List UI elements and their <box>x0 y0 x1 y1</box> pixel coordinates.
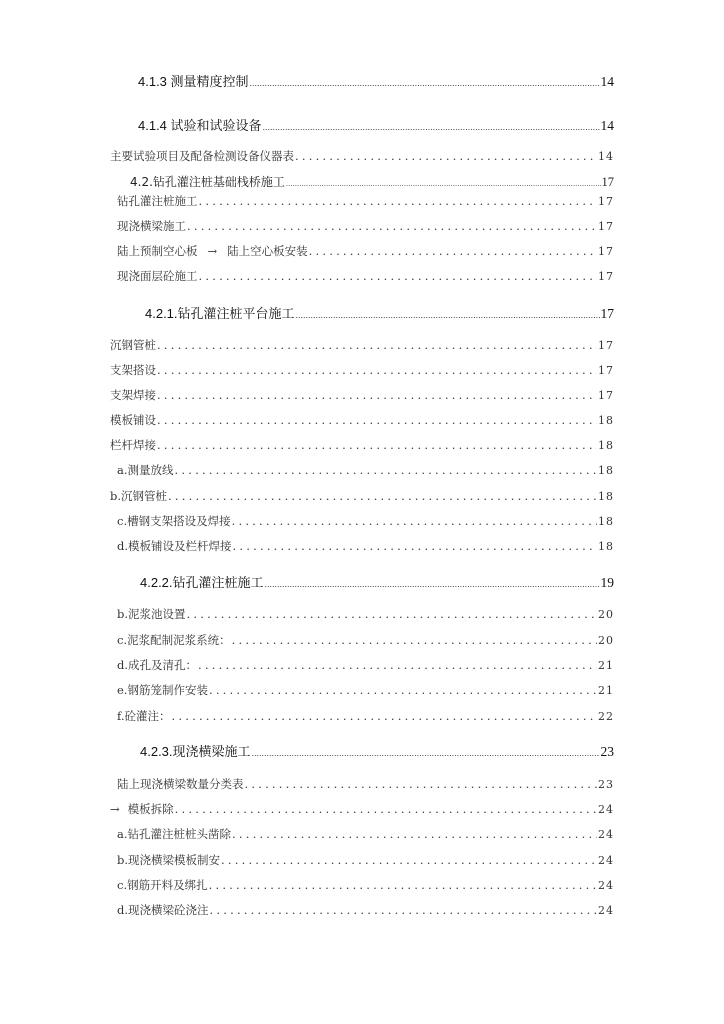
toc-entry[interactable] <box>110 337 614 353</box>
toc-entry-label-after: 模板拆除 <box>127 802 174 816</box>
toc-entry[interactable] <box>117 606 614 622</box>
arrow-right-icon: → <box>110 802 120 816</box>
dot-leader <box>199 269 598 283</box>
toc-entry[interactable] <box>117 682 614 698</box>
toc-entry-page: 17 <box>600 306 614 321</box>
dot-leader <box>187 219 597 233</box>
toc-entry[interactable] <box>110 387 614 403</box>
dot-leader <box>263 122 600 132</box>
toc-entry-heading[interactable] <box>140 741 614 760</box>
dot-leader <box>157 388 597 402</box>
toc-entry[interactable] <box>117 852 614 868</box>
toc-entry[interactable] <box>110 488 614 504</box>
toc-entry-page: 17 <box>598 339 614 352</box>
toc-entry[interactable] <box>117 657 614 673</box>
dot-leader <box>252 748 600 758</box>
toc-entry[interactable] <box>117 243 614 259</box>
toc-entry-heading[interactable] <box>138 115 614 134</box>
toc-entry[interactable] <box>117 462 614 478</box>
toc-entry-label: d.模板铺设及栏杆焊接 <box>117 539 232 553</box>
toc-entry-page: 20 <box>598 634 614 647</box>
dot-leader <box>232 633 597 647</box>
toc-entry-label: a.钻孔灌注桩桩头凿除 <box>117 827 232 841</box>
toc-entry-page: 19 <box>600 575 614 590</box>
toc-entry[interactable] <box>117 218 614 234</box>
toc-entry-page: 14 <box>598 150 614 163</box>
dot-leader <box>175 463 597 477</box>
toc-entry-page: 23 <box>598 778 614 791</box>
dot-leader <box>198 658 597 672</box>
dot-leader <box>232 514 597 528</box>
toc-entry-label: 模板铺设 <box>110 413 156 427</box>
toc-entry-page: 17 <box>598 195 614 208</box>
dot-leader <box>199 194 598 208</box>
toc-entry-page: 17 <box>598 270 614 283</box>
toc-entry-label: a.测量放线 <box>117 463 174 477</box>
toc-entry-label: e.钢筋笼制作安装 <box>117 683 208 697</box>
toc-entry-page: 24 <box>598 904 614 917</box>
toc-entry[interactable] <box>117 268 614 284</box>
toc-entry-page: 24 <box>598 879 614 892</box>
toc-entry-label: b.现浇横梁模板制安 <box>117 853 221 867</box>
dot-leader <box>286 180 601 188</box>
toc-entry-label <box>110 801 174 817</box>
toc-entry-label: 4.1.4 试验和试验设备 <box>138 118 262 133</box>
dot-leader <box>187 607 597 621</box>
toc-entry-label: c.钢筋开料及绑扎 <box>117 878 208 892</box>
toc-entry-label: 4.2.3.现浇横梁施工 <box>140 744 251 759</box>
toc-entry-page: 24 <box>598 854 614 867</box>
toc-entry-heading[interactable] <box>145 303 614 322</box>
toc-entry-label: 支架焊接 <box>110 388 156 402</box>
toc-entry-page: 18 <box>598 490 614 503</box>
toc-entry-label-before: 陆上预制空心板 <box>117 244 198 258</box>
dot-leader <box>168 489 597 503</box>
toc-entry-label: 陆上现浇横梁数量分类表 <box>117 777 244 791</box>
toc-entry[interactable] <box>110 437 614 453</box>
toc-entry-label-after: 陆上空心板安装 <box>227 244 308 258</box>
toc-entry-page: 18 <box>598 439 614 452</box>
toc-entry-page: 23 <box>600 744 614 759</box>
toc-entry-label: d.成孔及清孔： <box>117 658 198 672</box>
toc-entry-heading[interactable] <box>140 572 614 591</box>
dot-leader <box>209 878 597 892</box>
toc-entry-label: b.泥浆池设置 <box>117 607 186 621</box>
toc-entry-page: 18 <box>598 515 614 528</box>
dot-leader <box>296 310 600 320</box>
toc-entry-label <box>117 243 308 259</box>
toc-entry[interactable] <box>117 193 614 209</box>
toc-entry[interactable] <box>117 776 614 792</box>
dot-leader <box>157 338 597 352</box>
dot-leader <box>210 903 597 917</box>
toc-entry[interactable] <box>117 708 614 724</box>
toc-entry[interactable] <box>117 877 614 893</box>
toc-entry[interactable] <box>117 826 614 842</box>
toc-entry-label: f.砼灌注： <box>117 709 171 723</box>
toc-entry-label: 栏杆焊接 <box>110 438 156 452</box>
toc-entry-label: 主要试验项目及配备检测设备仪器表 <box>110 149 294 163</box>
arrow-right-icon: → <box>207 244 218 258</box>
toc-entry-label: 沉钢管桩 <box>110 338 156 352</box>
dot-leader <box>250 78 600 88</box>
toc-entry-heading[interactable] <box>138 71 614 90</box>
dot-leader <box>245 777 598 791</box>
dot-leader <box>295 149 597 163</box>
toc-entry[interactable] <box>110 362 614 378</box>
toc-entry-label: 钻孔灌注桩施工 <box>117 194 198 208</box>
dot-leader <box>209 683 597 697</box>
toc-entry[interactable] <box>117 902 614 918</box>
dot-leader <box>157 413 597 427</box>
toc-entry[interactable] <box>117 538 614 554</box>
toc-entry-page: 18 <box>598 464 614 477</box>
toc-entry-page: 20 <box>598 608 614 621</box>
toc-entry-label: 现浇面层砼施工 <box>117 269 198 283</box>
dot-leader <box>233 539 597 553</box>
toc-entry-label: d.现浇横梁砼浇注 <box>117 903 209 917</box>
toc-entry-label: 4.2.1.钻孔灌注桩平台施工 <box>145 306 295 321</box>
toc-entry-page: 14 <box>600 74 614 89</box>
dot-leader <box>157 363 597 377</box>
toc-entry-label: c.槽钢支架搭设及焊接 <box>117 514 231 528</box>
toc-entry-page: 17 <box>598 364 614 377</box>
toc-entry[interactable] <box>117 513 614 529</box>
toc-entry-label: 4.2.钻孔灌注桩基础栈桥施工 <box>130 175 285 189</box>
toc-entry-page: 18 <box>598 540 614 553</box>
toc-entry-page: 24 <box>598 803 614 816</box>
toc-entry[interactable] <box>117 632 614 648</box>
toc-entry-page: 17 <box>598 220 614 233</box>
toc-entry-page: 17 <box>598 245 614 258</box>
toc-entry-page: 17 <box>598 389 614 402</box>
toc-entry-page: 14 <box>600 118 614 133</box>
dot-leader <box>175 802 597 816</box>
toc-entry-label: 现浇横梁施工 <box>117 219 186 233</box>
dot-leader <box>232 827 597 841</box>
toc-entry-label: 支架搭设 <box>110 363 156 377</box>
toc-entry-subheading[interactable] <box>130 173 614 190</box>
toc-entry-label: b.沉钢管桩 <box>110 489 168 503</box>
dot-leader <box>309 244 597 258</box>
toc-entry-page: 18 <box>598 414 614 427</box>
toc-entry[interactable] <box>110 412 614 428</box>
dot-leader <box>157 438 597 452</box>
toc-entry-page: 24 <box>598 828 614 841</box>
dot-leader <box>265 579 600 589</box>
toc-entry-label: 4.1.3 测量精度控制 <box>138 74 249 89</box>
toc-entry-page: 21 <box>598 659 614 672</box>
toc-entry-label: 4.2.2.钻孔灌注桩施工 <box>140 575 264 590</box>
toc-entry-page: 22 <box>598 710 614 723</box>
dot-leader <box>221 853 597 867</box>
toc-entry[interactable] <box>110 148 614 164</box>
toc-entry[interactable] <box>110 801 614 817</box>
toc-entry-page: 21 <box>598 684 614 697</box>
toc-entry-label: c.泥浆配制泥浆系统： <box>117 633 231 647</box>
dot-leader <box>172 709 597 723</box>
toc-entry-page: 17 <box>601 175 614 189</box>
